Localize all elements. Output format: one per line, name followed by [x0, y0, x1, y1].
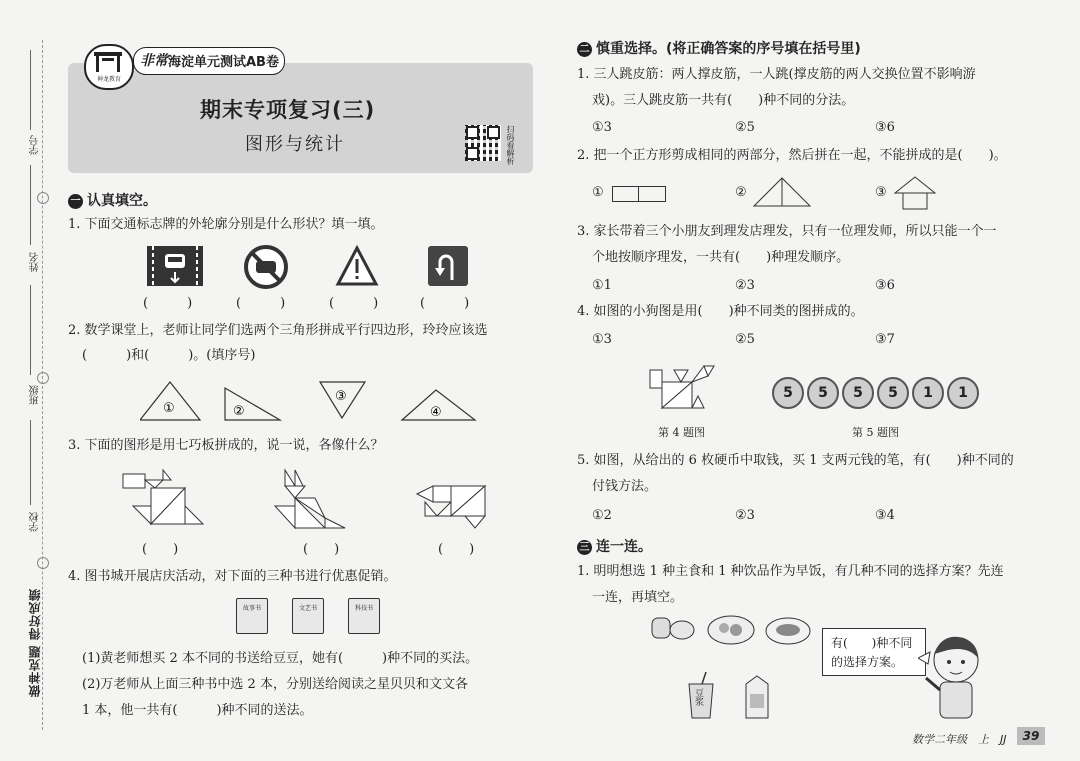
qr-code — [465, 125, 501, 161]
s1-q1-blank-1[interactable]: ( ) — [143, 296, 193, 311]
soy-milk-label: 豆浆 — [693, 688, 703, 706]
sign-warning — [335, 245, 379, 291]
s1-q1-text: 1. 下面交通标志牌的外轮廓分别是什么形状？填一填。 — [68, 217, 384, 232]
book-literature — [292, 598, 324, 634]
dish-icon — [764, 616, 812, 646]
s2-q5-option-2[interactable]: ②3 — [735, 508, 755, 523]
slogan-text: 做神克题 得好成绩 — [28, 588, 42, 698]
section2-title: 二 慎重选择。(将正确答案的序号填在括号里) — [577, 38, 861, 58]
s1-q1-blank-3[interactable]: ( ) — [329, 296, 379, 311]
s2-q2-option-3[interactable]: ③ — [875, 185, 887, 200]
page-title: 期末专项复习(三) — [200, 98, 376, 122]
triangle-label-1: ① — [163, 401, 175, 416]
bubble-line-1: 有( )种不同 — [831, 636, 913, 650]
section2-badge: 二 — [577, 42, 592, 57]
book-science — [348, 598, 380, 634]
binding-hole-2 — [37, 372, 49, 384]
boy-illustration — [918, 630, 990, 724]
binding-hole-3 — [37, 557, 49, 569]
house-option-shape — [893, 175, 937, 211]
s1-q1-blank-2[interactable]: ( ) — [236, 296, 286, 311]
book-label-1: 故事书 — [242, 605, 261, 612]
coin-3: 5 — [842, 377, 874, 409]
tangram-dog — [123, 470, 203, 524]
section3-badge: 三 — [577, 540, 592, 555]
s1-q2-line2: ( )和( )。(填序号) — [82, 348, 256, 363]
coin-4: 5 — [877, 377, 909, 409]
triangle-label-2: ② — [233, 404, 245, 419]
triangle-shapes — [140, 378, 500, 424]
milk-carton-icon — [742, 674, 772, 720]
series-name: 海淀单元测试AB卷 — [168, 55, 279, 70]
u-turn-icon — [428, 246, 468, 286]
s2-q5-line1: 5. 如图，从给出的 6 枚硬币中取钱，买 1 支两元钱的笔，有( )种不同的 — [577, 453, 1014, 468]
s1-q4-sub2a: (2)万老师从上面三种书中选 2 本，分别送给阅读之星贝贝和文文各 — [82, 677, 468, 692]
bubble-line-2: 的选择方案。 — [831, 655, 904, 669]
warning-icon — [335, 245, 379, 287]
section1-title: 一 认真填空。 — [68, 190, 157, 210]
s2-q5-option-3[interactable]: ③4 — [875, 508, 895, 523]
s1-q4-sub1: (1)黄老师想买 2 本不同的书送给豆豆，她有( )种不同的买法。 — [82, 651, 479, 666]
coin-row — [772, 377, 982, 409]
sign-car-lane — [147, 246, 203, 286]
school-label: 学校 — [30, 512, 41, 532]
s2-q5-option-1[interactable]: ①2 — [592, 508, 612, 523]
s2-q5-line2: 付钱方法。 — [592, 479, 658, 494]
qr-caption: 扫码看解析 — [506, 125, 515, 165]
s2-q4-text: 4. 如图的小狗图是用( )种不同类的图拼成的。 — [577, 304, 864, 319]
student-id-label: 学号 — [30, 135, 41, 155]
s2-q3-line1: 3. 家长带着三个小朋友到理发店理发，只有一位理发师，所以只能一个一 — [577, 224, 997, 239]
s2-q2-text: 2. 把一个正方形剪成相同的两部分，然后拼在一起，不能拼成的是( )。 — [577, 148, 1007, 163]
fig4-caption: 第 4 题图 — [658, 426, 705, 439]
student-id-line — [30, 50, 31, 130]
coin-6: 1 — [947, 377, 979, 409]
s2-q1-line2: 戏)。三人跳皮筋一共有( )种不同的分法。 — [592, 93, 855, 108]
no-car-icon — [243, 244, 289, 290]
s1-q4-text: 4. 图书城开展店庆活动，对下面的三种书进行优惠促销。 — [68, 569, 397, 584]
page-subtitle: 图形与统计 — [245, 134, 345, 155]
page-number: 39 — [1017, 727, 1045, 745]
binding-hole-1 — [37, 192, 49, 204]
sign-u-turn — [428, 246, 468, 286]
section3-title: 三 连一连。 — [577, 536, 652, 556]
noodle-bowl-icon — [706, 614, 756, 648]
s2-q3-option-1[interactable]: ①1 — [592, 278, 612, 293]
s2-q1-option-2[interactable]: ②5 — [735, 120, 755, 135]
sign-no-cars — [243, 244, 289, 294]
s2-q3-option-2[interactable]: ②3 — [735, 278, 755, 293]
s2-q2-option-2[interactable]: ② — [735, 185, 747, 200]
brand-name: 神龙教育 — [96, 76, 121, 83]
s1-q2-line1: 2. 数学课堂上，老师让同学们选两个三角形拼成平行四边形，玲玲应该选 — [68, 323, 488, 338]
coin-5: 1 — [912, 377, 944, 409]
s2-q4-option-1[interactable]: ①3 — [592, 332, 612, 347]
s2-q3-line2: 个地按顺序理发，一共有( )种理发顺序。 — [592, 250, 850, 265]
tangram-figures — [115, 466, 495, 532]
footer-grade: 数学二年级 上 JJ — [912, 733, 1007, 746]
bread-icon — [650, 614, 696, 642]
s1-q4-sub2b: 1 本，他一共有( )种不同的送法。 — [82, 703, 313, 718]
triangle-option-shape — [752, 176, 812, 208]
triangle-label-4: ④ — [430, 405, 442, 420]
section1-badge: 一 — [68, 194, 83, 209]
binding-strip — [0, 0, 60, 761]
name-label: 姓名 — [30, 252, 41, 272]
school-line — [30, 420, 31, 505]
coin-1: 5 — [772, 377, 804, 409]
tangram-bird — [417, 486, 485, 528]
s1-q3-text: 3. 下面的图形是用七巧板拼成的，说一说，各像什么？ — [68, 438, 384, 453]
s3-q1-line1: 1. 明明想选 1 种主食和 1 种饮品作为早饭，有几种不同的选择方案？先连 — [577, 564, 1004, 579]
brand-logo — [84, 44, 134, 90]
speech-bubble — [822, 628, 926, 676]
tangram-fox — [275, 470, 345, 528]
triangle-label-3: ③ — [335, 389, 347, 404]
s1-q3-blank-2[interactable]: ( ) — [303, 542, 340, 557]
s2-q1-option-1[interactable]: ①3 — [592, 120, 612, 135]
name-line — [30, 165, 31, 245]
s2-q3-option-3[interactable]: ③6 — [875, 278, 895, 293]
car-lane-icon — [147, 246, 203, 286]
book-storybook — [236, 598, 268, 634]
tangram-puppy — [648, 362, 718, 412]
s3-q1-line2: 一连，再填空。 — [592, 590, 684, 605]
s1-q3-blank-3[interactable]: ( ) — [438, 542, 475, 557]
s2-q1-option-3[interactable]: ③6 — [875, 120, 895, 135]
coin-2: 5 — [807, 377, 839, 409]
book-label-2: 文艺书 — [298, 605, 317, 612]
class-label: 班级 — [30, 385, 41, 405]
s2-q4-option-2[interactable]: ②5 — [735, 332, 755, 347]
book-label-3: 科技书 — [354, 605, 373, 612]
s2-q1-line1: 1. 三人跳皮筋：两人撑皮筋，一人跳(撑皮筋的两人交换位置不影响游 — [577, 67, 976, 82]
series-mark: 非常 — [140, 53, 168, 69]
class-line — [30, 285, 31, 375]
fig5-caption: 第 5 题图 — [852, 426, 899, 439]
s2-q2-option-1[interactable]: ① — [592, 185, 604, 200]
two-rectangles — [612, 186, 666, 202]
s1-q1-blank-4[interactable]: ( ) — [420, 296, 470, 311]
s2-q4-option-3[interactable]: ③7 — [875, 332, 895, 347]
s1-q3-blank-1[interactable]: ( ) — [142, 542, 179, 557]
